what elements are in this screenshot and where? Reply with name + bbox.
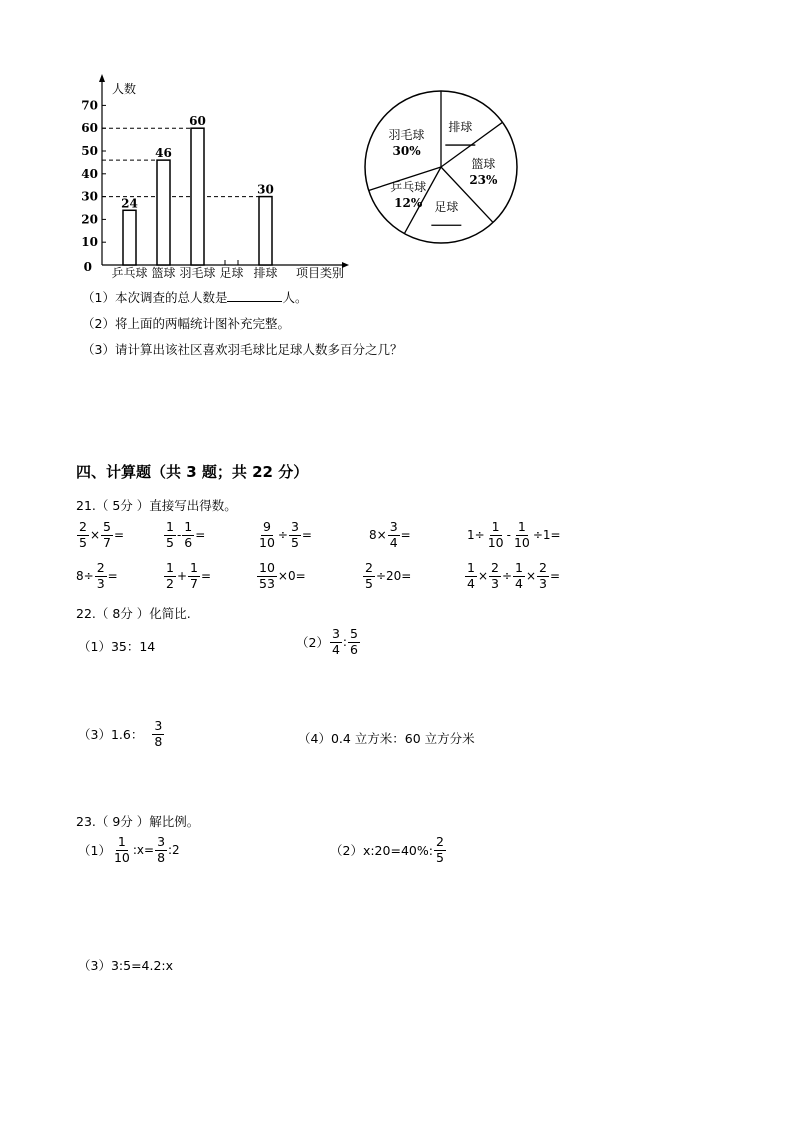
fraction: $\frac{3}{4}$	[331, 626, 340, 657]
y-tick-label: 30	[81, 189, 98, 204]
pie-slice-percent: 30%	[392, 143, 421, 158]
fraction: $\frac{2}{5}$	[79, 519, 87, 550]
x-axis-label: 项目类别	[295, 266, 345, 280]
pie-slice-percent: 12%	[394, 196, 423, 211]
y-axis-label: 人数	[112, 82, 137, 96]
q23-part2: （2）x:20=40%: $\frac{2}{5}$	[330, 834, 444, 865]
pie-slice-label: 羽毛球	[388, 127, 425, 142]
fraction: $\frac{3}{5}$	[290, 519, 299, 550]
q22-part1: （1）35：14	[78, 639, 156, 654]
q21-r2-b: $\frac{1}{2}$ + $\frac{1}{7}$ =	[166, 560, 212, 591]
fraction: $\frac{10}{53}$	[259, 560, 275, 591]
fraction: $\frac{1}{6}$	[184, 519, 193, 550]
q21-r2-d: $\frac{2}{5}$ ÷20=	[365, 560, 412, 591]
fraction: $\frac{1}{5}$	[166, 519, 174, 550]
y-tick-label: 10	[81, 235, 98, 250]
y-tick-label: 60	[81, 121, 98, 136]
data-label: 24	[121, 196, 138, 211]
q21-r1-c: $\frac{9}{10}$ ÷ $\frac{3}{5}$ =	[259, 519, 312, 550]
q21-r2-a: 8÷ $\frac{2}{3}$ =	[76, 560, 118, 591]
pie-slice-label: 篮球	[471, 157, 496, 172]
fraction: $\frac{3}{8}$	[157, 834, 166, 865]
pie-slice-label: 乒乓球	[390, 180, 427, 195]
bar	[157, 160, 170, 265]
y-tick-label: 70	[81, 98, 98, 113]
q22-part3: （3）1.6： $\frac{3}{8}$	[78, 718, 163, 749]
section-title: 四、计算题（共 3 题；共 22 分）	[76, 463, 309, 481]
fraction: $\frac{5}{6}$	[349, 626, 358, 657]
fraction: $\frac{1}{4}$	[515, 560, 523, 591]
x-tick-label: 篮球	[151, 266, 176, 280]
fraction: $\frac{1}{10}$	[113, 834, 130, 865]
x-tick-label: 乒乓球	[111, 266, 148, 280]
q21-r1-b: $\frac{1}{5}$ - $\frac{1}{6}$ =	[166, 519, 206, 550]
q23-part3: （3）3:5=4.2:x	[78, 958, 174, 973]
q20-part1: （1）本次调查的总人数是 人。	[82, 290, 308, 305]
answer-blank[interactable]	[227, 289, 282, 302]
fraction: $\frac{2}{3}$	[96, 560, 105, 591]
pie-slice-label: 排球	[448, 120, 473, 135]
fraction: $\frac{3}{8}$	[154, 718, 163, 749]
x-tick-label: 羽毛球	[179, 266, 216, 280]
bar-chart	[70, 70, 360, 285]
y-tick-label: 20	[81, 212, 98, 227]
q21-r2-e: $\frac{1}{4}$ × $\frac{2}{3}$ ÷ $\frac{1}{4}$ × $\frac{2}{3}$ =	[467, 560, 561, 591]
y-tick-label: 50	[81, 144, 98, 158]
bar	[259, 197, 272, 265]
data-label: 46	[155, 146, 172, 161]
q21-header: 21.（ 5分 ）直接写出得数。	[76, 498, 237, 513]
y-axis-arrow	[99, 74, 105, 82]
fraction: $\frac{1}{7}$	[190, 560, 198, 591]
pie-slice-percent: 23%	[469, 173, 498, 188]
fraction: $\frac{3}{4}$	[389, 519, 398, 550]
fraction: $\frac{1}{10}$	[513, 519, 530, 550]
fraction: $\frac{1}{10}$	[487, 519, 504, 550]
q23-part1: （1） $\frac{1}{10}$ :x= $\frac{3}{8}$ :2	[78, 834, 180, 865]
fraction: $\frac{1}{2}$	[166, 560, 174, 591]
x-tick-label: 足球	[219, 266, 244, 280]
y-tick-label: 40	[81, 166, 98, 181]
y-tick-label: 0	[83, 260, 92, 274]
q22-part4: （4）0.4 立方米：60 立方分米	[298, 731, 475, 746]
q20-part3: （3）请计算出该社区喜欢羽毛球比足球人数多百分之几？	[82, 342, 403, 357]
q21-r1-e: 1÷ $\frac{1}{10}$ - $\frac{1}{10}$ ÷1=	[467, 519, 561, 550]
fraction: $\frac{2}{3}$	[539, 560, 547, 591]
q21-r1-d: 8× $\frac{3}{4}$ =	[369, 519, 411, 550]
q20-part2: （2）将上面的两幅统计图补充完整。	[82, 316, 290, 331]
bar	[123, 210, 136, 265]
data-label: 30	[257, 182, 274, 197]
pie-slice-label: 足球	[434, 200, 459, 215]
fraction: $\frac{9}{10}$	[259, 519, 275, 550]
q21-r2-c: $\frac{10}{53}$ ×0=	[259, 560, 306, 591]
q22-header: 22.（ 8分 ）化简比.	[76, 606, 191, 621]
bar	[191, 128, 204, 265]
q22-part2: （2） $\frac{3}{4}$ : $\frac{5}{6}$	[296, 626, 358, 657]
pie-chart	[355, 85, 530, 250]
fraction: $\frac{1}{4}$	[467, 560, 475, 591]
fraction: $\frac{2}{5}$	[435, 834, 444, 865]
x-tick-label: 排球	[253, 266, 278, 280]
fraction: $\frac{2}{3}$	[491, 560, 499, 591]
fraction: $\frac{2}{5}$	[365, 560, 373, 591]
q23-header: 23.（ 9分 ）解比例。	[76, 814, 200, 829]
fraction: $\frac{5}{7}$	[103, 519, 111, 550]
q21-r1-a: $\frac{2}{5}$ × $\frac{5}{7}$ =	[79, 519, 125, 550]
data-label: 60	[189, 114, 206, 129]
